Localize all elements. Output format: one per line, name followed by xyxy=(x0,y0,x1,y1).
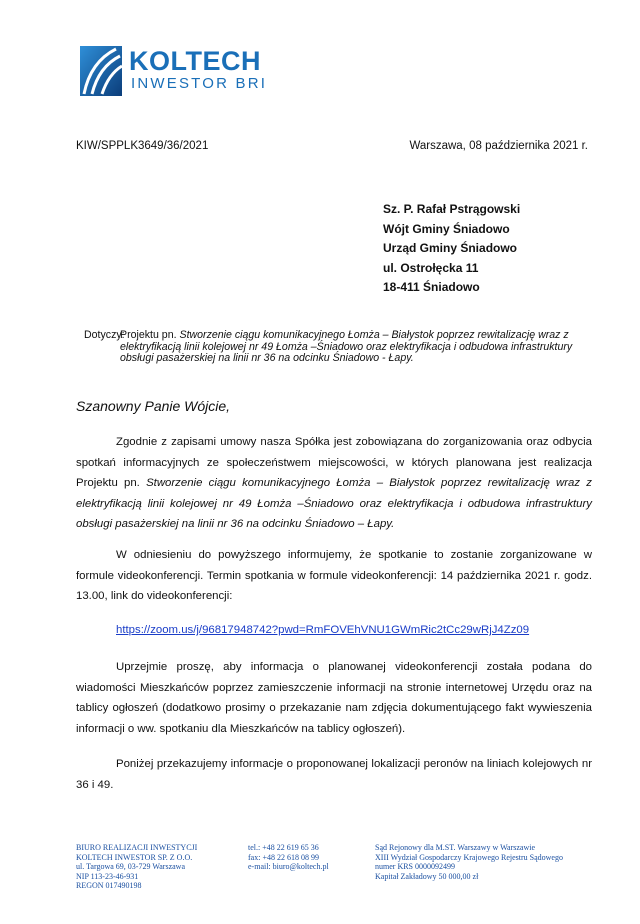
footer-line: tel.: +48 22 619 65 36 xyxy=(248,843,319,852)
footer-company-info xyxy=(76,843,197,891)
subject-prefix: Projektu pn. xyxy=(120,329,177,341)
address-line: Wójt Gminy Śniadowo xyxy=(383,221,510,236)
company-logo xyxy=(76,44,286,102)
footer-line: numer KRS 0000092499 xyxy=(375,862,455,871)
footer-line: XIII Wydział Gospodarczy Krajowego Rejestru Sądowego xyxy=(375,852,563,862)
address-line: 18-411 Śniadowo xyxy=(383,280,480,294)
footer-line: ul. Targowa 69, 03-729 Warszawa xyxy=(76,862,185,871)
footer-line: BIURO REALIZACJI INWESTYCJI xyxy=(76,843,198,852)
subject-block xyxy=(84,330,604,365)
logo-brand-text: KOLTECH xyxy=(129,46,261,76)
footer-contact-info xyxy=(248,843,329,872)
footer-line: fax: +48 22 618 08 99 xyxy=(248,852,319,862)
zoom-link[interactable]: https://zoom.us/j/96817948742?pwd=RmFOVEhVNU1GWmRic2tCc29wRjJ4Zz09 xyxy=(116,624,530,636)
address-line: Urząd Gminy Śniadowo xyxy=(383,241,518,255)
footer-line: Sąd Rejonowy dla M.ST. Warszawy w Warszawie xyxy=(375,843,536,852)
letter-date: Warszawa, 08 października 2021 r. xyxy=(409,140,588,152)
footer-line: e-mail: biuro@koltech.pl xyxy=(248,862,329,871)
paragraph-1-text: Zgodnie z zapisami umowy nasza Spółka jest zobowiązana do zorganizowania oraz odbycia spotkań informacyjnych ze społeczeństwem miejscowości, w których planowana jest realizacja Projektu pn. xyxy=(76,436,592,489)
paragraph-1 xyxy=(76,432,592,535)
subject-title: Stworzenie ciągu komunikacyjnego Łomża – Białystok poprzez rewitalizację wraz z elektryfikacją linii kolejowej nr 49 Łomża –Śniadowo oraz elektryfikacja i odbudowa infrastruktury obsługi pasażerskiej na linii nr 36 na odcinku Śniadowo - Łapy. xyxy=(120,329,573,365)
subject-label: Dotyczy: xyxy=(84,329,125,341)
reference-number: KIW/SPPLK3649/36/2021 xyxy=(76,140,209,152)
subject-text xyxy=(120,330,604,365)
paragraph-2: W odniesieniu do powyższego informujemy, że spotkanie to zostanie zorganizowane w formule videokonferencji. Termin spotkania w formule videokonferencji: 14 października 2021 r. godz. 13.00, link do videokonferencji: xyxy=(76,549,592,602)
address-line: Sz. P. Rafał Pstrągowski xyxy=(383,202,521,216)
paragraph-3: Uprzejmie proszę, aby informacja o planowanej videokonferencji została podana do wiadomości Mieszkańców poprzez zamieszczenie informacji na stronie internetowej Urzędu oraz na tablicy ogłoszeń (dodatkowo prosimy o przekazanie nam zdjęcia dokumentującego fakt wywieszenia informacji o ww. spotkaniu dla Mieszkańców na tablicy ogłoszeń). xyxy=(76,661,592,735)
koltech-logo-mark-icon xyxy=(76,44,126,98)
paragraph-4: Poniżej przekazujemy informacje o proponowanej lokalizacji peronów na liniach kolejowych nr 36 i 49. xyxy=(76,758,592,791)
footer-registry-info xyxy=(375,843,563,881)
footer-line: Kapitał Zakładowy 50 000,00 zł xyxy=(375,871,479,881)
logo-sub-text: INWESTOR BRI xyxy=(131,75,268,92)
address-line: ul. Ostrołęcka 11 xyxy=(383,260,479,275)
footer-line: NIP 113-23-46-931 xyxy=(76,871,139,881)
recipient-address xyxy=(383,200,520,298)
salutation: Szanowny Panie Wójcie, xyxy=(76,398,231,414)
paragraph-1-project-title: Stworzenie ciągu komunikacyjnego Łomża – Białystok poprzez rewitalizację wraz z elektryfikacją linii kolejowej nr 49 Łomża –Śniadowo oraz elektryfikacja i odbudowa infrastruktury obsługi pasażerskiej na linii nr 36 na odcinku Śniadowo – Łapy. xyxy=(76,477,592,530)
footer-line: KOLTECH INWESTOR SP. Z O.O. xyxy=(76,852,193,862)
footer-line: REGON 017490198 xyxy=(76,881,142,890)
